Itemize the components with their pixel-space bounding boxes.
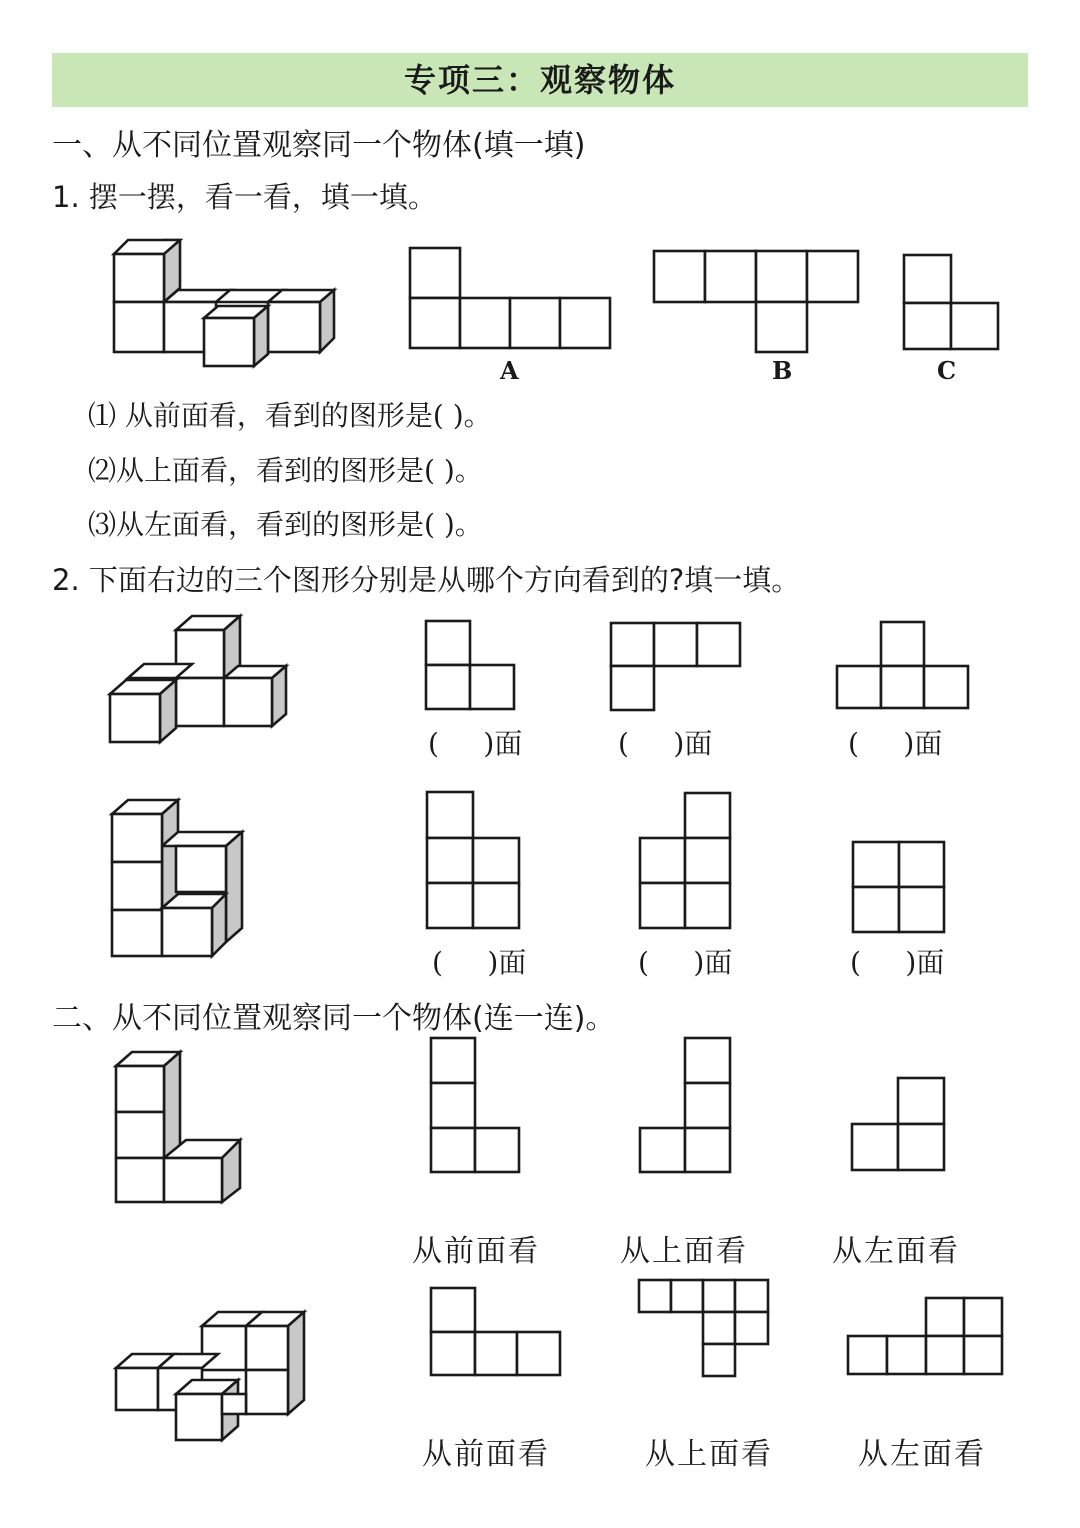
s2-row1-label-top: 从上面看 (620, 1234, 748, 1269)
q2-row2-view-3 (851, 840, 947, 934)
q2-row1-blank-1[interactable]: ( )面 (428, 727, 523, 760)
q2-row1-view-1 (424, 619, 518, 713)
page-title: 专项三：观察物体 (403, 61, 676, 99)
q2-row2-blank-2[interactable]: ( )面 (638, 946, 733, 979)
q1-option-c-shape (902, 253, 1002, 353)
s2-row2-label-top: 从上面看 (645, 1437, 773, 1472)
q2-cube-figure-2 (108, 798, 248, 960)
q1-prompt: 1. 摆一摆，看一看，填一填。 (52, 180, 437, 214)
q2-cube-figure-1 (108, 614, 292, 746)
q1-option-a-shape (408, 246, 614, 352)
s2-row2-label-left: 从左面看 (858, 1437, 986, 1472)
q2-row1-blank-3[interactable]: ( )面 (848, 727, 943, 760)
section2-heading: 二、从不同位置观察同一个物体(连一连)。 (52, 1001, 616, 1036)
q2-row1-view-2 (609, 621, 743, 713)
q1-sub-front: ⑴ 从前面看，看到的图形是( )。 (88, 399, 492, 432)
q1-option-c-label: C (937, 356, 957, 385)
s2-row1-view-2 (638, 1036, 734, 1176)
s2-row1-view-1 (429, 1036, 523, 1176)
q2-row1-view-3 (835, 620, 971, 712)
s2-row2-view-1 (429, 1286, 563, 1378)
q1-sub-left: ⑶从左面看，看到的图形是( )。 (88, 508, 483, 541)
s2-row2-view-2 (637, 1278, 771, 1380)
q1-option-b-shape (652, 249, 862, 355)
q2-row2-blank-3[interactable]: ( )面 (850, 946, 945, 979)
q2-prompt: 2. 下面右边的三个图形分别是从哪个方向看到的?填一填。 (52, 563, 801, 597)
q1-cube-figure (108, 236, 348, 361)
q1-sub-top: ⑵从上面看，看到的图形是( )。 (88, 454, 483, 487)
q2-row1-blank-2[interactable]: ( )面 (618, 727, 713, 760)
q2-row2-view-1 (425, 790, 523, 932)
s2-row1-label-front: 从前面看 (412, 1234, 540, 1269)
s2-row2-label-front: 从前面看 (422, 1437, 550, 1472)
s2-cube-figure-2 (114, 1306, 310, 1442)
q1-option-a-label: A (500, 356, 519, 385)
q2-row2-view-2 (638, 791, 734, 931)
q2-row2-blank-1[interactable]: ( )面 (432, 946, 527, 979)
title-bar (52, 53, 1028, 107)
s2-row2-view-3 (846, 1296, 1004, 1378)
s2-row1-label-left: 从左面看 (832, 1234, 960, 1269)
s2-cube-figure-1 (112, 1050, 246, 1208)
q1-option-b-label: B (772, 356, 793, 385)
s2-row1-view-3 (850, 1076, 948, 1174)
section1-heading: 一、从不同位置观察同一个物体(填一填) (52, 128, 586, 163)
